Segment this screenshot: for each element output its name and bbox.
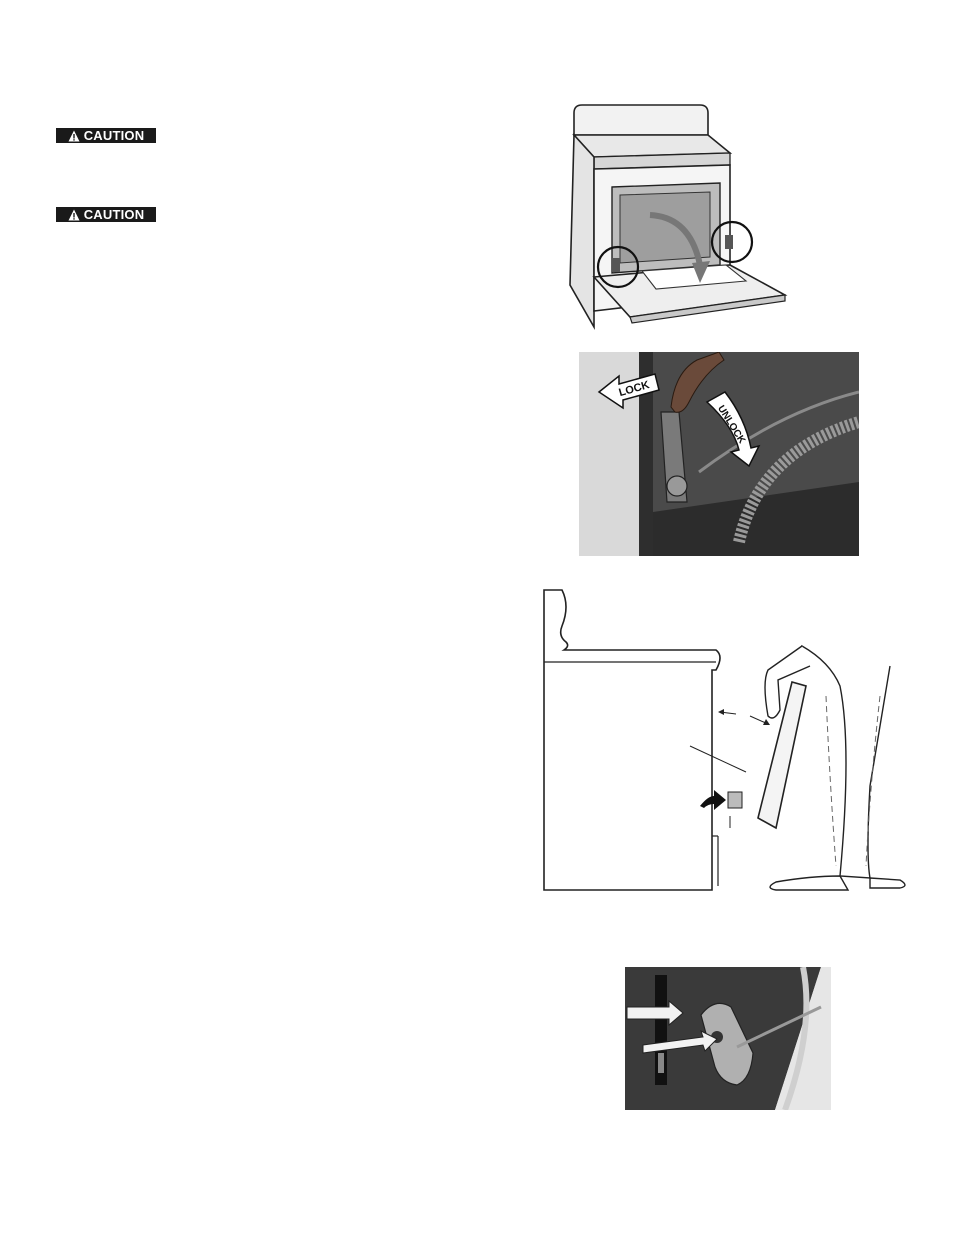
caution-badge-2	[56, 207, 156, 222]
hinge-slot-photo	[625, 967, 831, 1110]
unlock-label: UNLOCK	[715, 403, 748, 446]
door-removal-illustration	[540, 586, 912, 896]
caution-badge-1	[56, 128, 156, 143]
hinge-lock-photo	[579, 352, 859, 556]
warning-triangle-icon	[68, 209, 80, 221]
caution-label: CAUTION	[83, 207, 145, 222]
warning-triangle-icon	[68, 130, 80, 142]
caution-label: CAUTION	[83, 128, 145, 143]
lock-label: LOCK	[617, 379, 651, 400]
range-door-open-illustration	[560, 95, 810, 335]
